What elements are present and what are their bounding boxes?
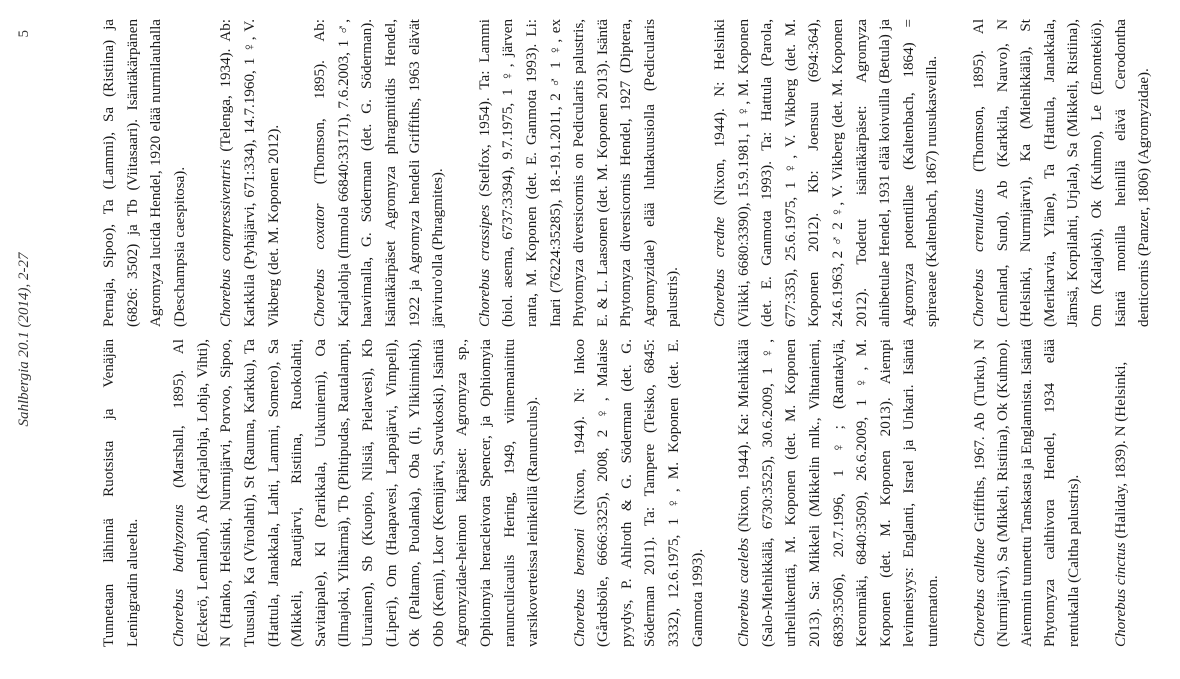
paragraph [215, 19, 286, 327]
species-name: Chorebus crassipes [476, 204, 493, 327]
species-name: Chorebus coxator [312, 203, 329, 327]
paragraph-text: Griffiths, 1967. Ab (Turku), N (Nurmijärvi), Sa (Mikkeli, Ristiina), Ok (Kuhmo). Aiemmin tunnettu Tanskasta ja Englannista. Isäntä Phytomyza calthivora Hendel, 1934 elää rentukalla (Caltha palustris). [971, 338, 1082, 647]
paragraph [709, 19, 945, 327]
paragraph [968, 19, 1157, 327]
species-name: Chorebus calthae [971, 538, 988, 647]
paragraph [168, 339, 546, 647]
species-name: Chorebus bathyzonus [171, 504, 188, 647]
paragraph [98, 19, 192, 327]
left-column [98, 339, 1156, 647]
species-name: Chorebus bensoni [571, 528, 588, 647]
paragraph [474, 19, 686, 327]
paragraph-text: (Marshall, 1895). Al (Eckerö, Lemland), Ab (Karjalohja, Lohja, Vihti), N (Hanko, Helsinki, Nurmijärvi, Porvoo, Sipoo, Tuusula), Ka (Virolahti), St (Rauma, Karkku), Ta (Hattula, Janakkala, Lahti, Lammi, Somero), Sa (Mikkeli, Rautjärvi, Ristiina, Ruokolahti, Savitaipale), Kl (Parikkala, Uukuniemi), Oa (Ilmajoki, Ylihärmä), Tb (Pihtipudas, Rautalampi, Uurainen), Sb (Kuopio, Nilsiä, Pielavesi), Kb (Liperi), Om (Haapavesi, Lappajärvi, Vimpeli), Ok (Paltamo, Puolanka), Oba (Ii, Ylikiiminki), Obb (Kemi), Lkor (Kemijärvi, Savukoski). Isäntiä Agromyzidae-heimon kärpäset: Agromyza sp., Ophiomyia heracleivora Spencer, ja Ophiomyia ranunculicaulis Hering, 1949, viimemainittu varsikoverteissa leinikeillä (Ranunculus). [171, 339, 542, 647]
paragraph-text: Tunnetaan lähinnä Ruotsista ja Venäjän Leningradin alueelta. [101, 339, 141, 647]
species-name: Chorebus cinctus [1112, 542, 1129, 647]
paragraph-text: (Thomson, 1895). Ab: Karjalohja (Immola 66840:33171), 7.6.2003, 1 ♂, haavimalla, G. Söderman (det. G. Söderman). Isäntäkärpäset Agromyza phragmitidis Hendel, 1922 ja Agromyza hendeli Griffiths, 1963 elävät järviruo'olla (Phragmites). [312, 19, 447, 327]
species-name: Chorebus caelebs [736, 537, 753, 647]
running-head: Sahlbergia 20.1 (2014), 2-27 [16, 252, 32, 427]
paragraph [969, 339, 1087, 647]
paragraph-text: (Haliday, 1839). N (Helsinki, [1112, 361, 1129, 543]
paragraph [733, 339, 945, 647]
paragraph [569, 339, 711, 647]
species-name: Chorebus crenulatus [971, 188, 987, 327]
paragraph [309, 19, 451, 327]
paragraph-text: (Thomson, 1895). Al (Lemland, Sund), Ab (Karkkila, Nauvo), N (Helsinki, Nurmijärvi), Ka (Miehikkälä), St (Merikarvia, Yläne), Ta (Hattula, Janakkala, Jämsä, Korpilahti, Urjala), Sa (Mikkeli, Ristiina), Om (Kalajoki), Ok (Kuhmo), Le (Enontekiö). Isäntä monilla heinillä elävä Cerodontha denticornis (Panzer, 1806) (Agromyzidae). [971, 18, 1153, 327]
right-column [98, 19, 1180, 327]
paragraph-text: (Stelfox, 1954). Ta: Lammi (biol. asema, 6737:3394), 9.7.1975, 1 ♀, järven ranta, M. Koponen (det. E. Ganmota 1993). Li: Inari (76224:35285), 18.-19.1.2011, 2 ♂ 1 ♀, ex Phytomyza diversicornis on Pedicularis palustris, E. & L. Laasonen (det. M. Koponen 2013). Isäntä Phytomyza diversicornis Hendel, 1927 (Diptera, Agromyzidae) elää luhtakuusiolla (Pedicularis palustris). [476, 19, 682, 327]
paragraph-text: (Nixon, 1944). N: Inkoo (Gårdsböle, 6666:3325), 2008, 2 ♀, Malaise pyydys, P. Ahlroth & G. Söderman (det. G. Söderman 2011). Ta: Tampere (Teisko, 6845: 3332), 12.6.1975, 1 ♀, M. Koponen (det. E. Ganmota 1993). [571, 339, 706, 647]
paragraph-text: (Telenga, 1934). Ab: Karkkila (Pyhäjärvi, 671:334), 14.7.1960, 1 ♀, V. Vikberg (det. M. Koponen 2012). [218, 19, 282, 327]
paragraph-text: (Nixon, 1944). Ka: Miehikkälä (Salo-Miehikkälä, 6730:3525), 30.6.2009, 1 ♀, urheilukenttä, M. Koponen (det. M. Koponen 2013). Sa: Mikkeli (Mikkelin mlk., Vihtaniemi, 6839:3506), 20.7.1996, 1 ♀; (Rantakylä, Keronmäki, 6840:3509), 26.6.2009, 1 ♀, M. Koponen (det. M. Koponen 2013). Aiempi levinneisyys: Englanti, Israel ja Unkari. Isäntä tuntematon. [736, 339, 941, 647]
page-number: 5 [16, 30, 32, 38]
paragraph-text: Pernaja, Sipoo), Ta (Lammi), Sa (Ristiina) ja (6826: 3502) ja Tb (Viitasaari). Isäntäkärpänen Agromyza lucida Hendel, 1920 elää nurmilauhalla (Deschampsia caespitosa). [101, 19, 188, 327]
paragraph-text: (Nixon, 1944). N: Helsinki (Viikki, 6680:3390), 15.9.1981, 1 ♀, M. Koponen (det. E. Ganmota 1993). Ta: Hattula (Parola, 677:335), 25.6.1975, 1 ♀, V. Vikberg (det. M. Koponen 2012). Kb: Joensuu (694:364), 24.6.1963, 2 ♂ 2 ♀, V. Vikberg (det. M. Koponen 2012). Todetut isäntäkärpäset: Agromyza alnibetulae Hendel, 1931 elää koivuilla (Betula) ja Agromyza potentillae (Kaltenbach, 1864) = spireaeae (Kaltenbach, 1867) ruusukasveilla. [712, 18, 941, 327]
species-name: Chorebus credne [712, 216, 729, 327]
species-name: Chorebus compressiventris [218, 159, 235, 327]
paragraph [1110, 339, 1134, 647]
paragraph [98, 339, 145, 647]
